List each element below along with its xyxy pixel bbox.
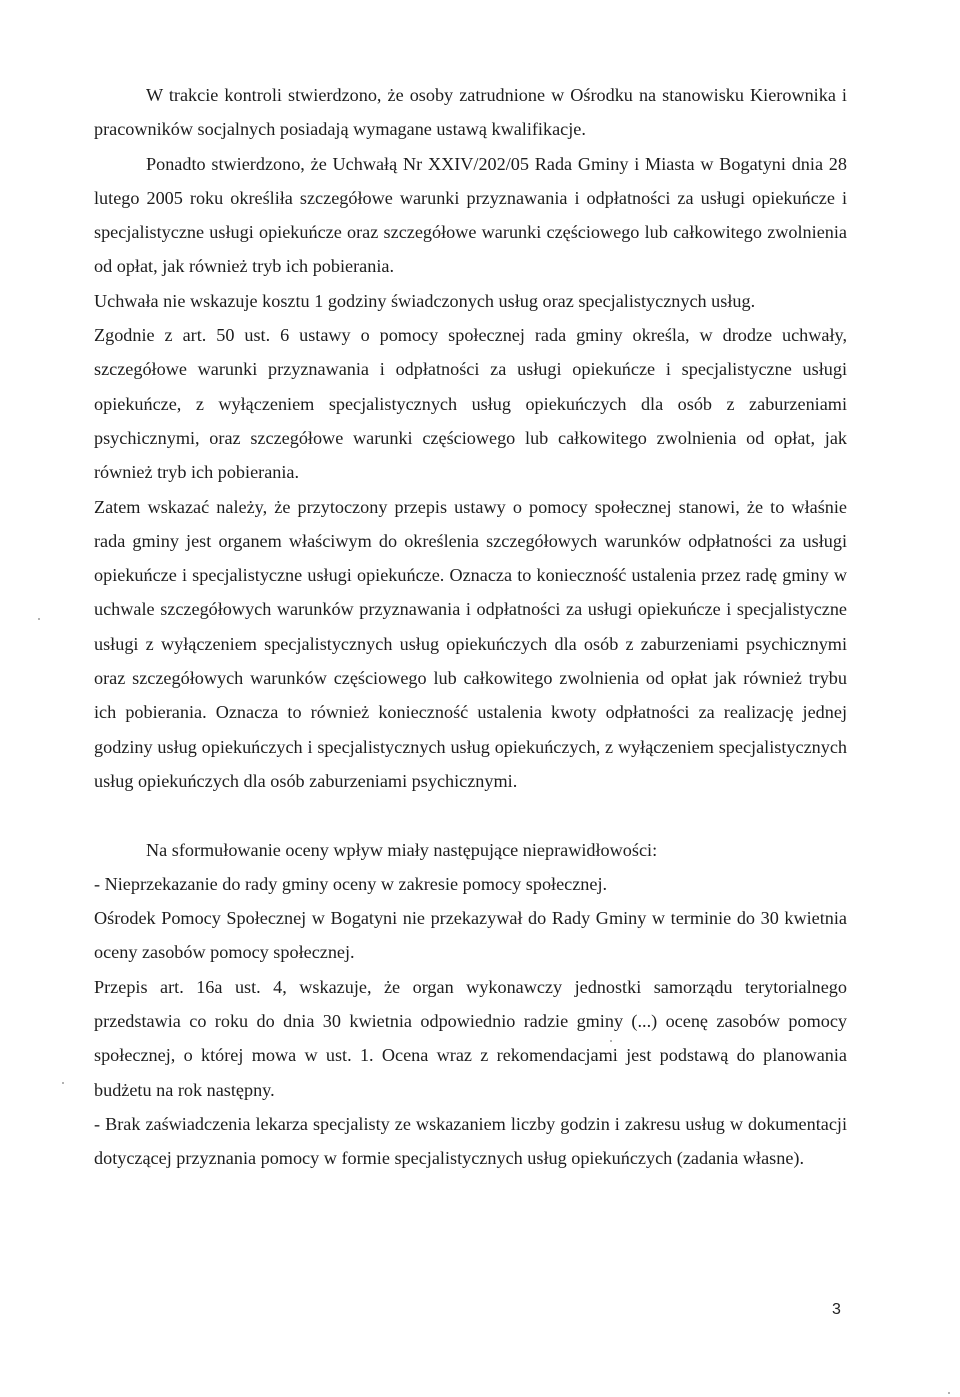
paragraph-irregularity-2: - Brak zaświadczenia lekarza specjalisty ze wskazaniem liczby godzin i zakresu usług w dokumentacji dotyczącej przyznania pomocy w formie specjalistycznych usług opiekuńczych (zadania własne). xyxy=(94,1113,847,1169)
paragraph-cost-missing: Uchwała nie wskazuje kosztu 1 godziny świadczonych usług oraz specjalistycznych usług. xyxy=(94,290,756,311)
paragraph-legal-basis: Zgodnie z art. 50 ust. 6 ustawy o pomocy społecznej rada gminy określa, w drodze uchwały, szczegółowe warunki przyznawania i odpłatności za usługi opiekuńcze i specjalistyczne usługi opiekuńcze, z wyłączeniem specjalistycznych usług opiekuńczych dla osób z zaburzeniami psychicznymi, oraz szczegółowe warunki częściowego lub całkowitego zwolnienia od opłat, jak również tryb ich pobierania. xyxy=(94,325,847,483)
scan-speck xyxy=(948,1392,950,1394)
scan-speck xyxy=(38,618,40,620)
paragraph-spacer xyxy=(94,798,847,832)
paragraph-conclusion: Zatem wskazać należy, że przytoczony przepis ustawy o pomocy społecznej stanowi, że to właśnie rada gminy jest organem właściwym do określenia szczegółowych warunków odpłatności za usługi opiekuńcze i specjalistyczne usługi opiekuńcze. Oznacza to konieczność ustalenia przez radę gminy w uchwale szczegółowych warunków przyznawania i odpłatności za usługi opiekuńcze i specjalistyczne usługi z wyłączeniem specjalistycznych usług opiekuńczych dla osób z zaburzeniami psychicznymi oraz szczegółowych warunków częściowego lub całkowitego zwolnienia od opłat jak również trybu ich pobierania. Oznacza to również konieczność ustalenia kwoty odpłatności za realizację jednej godziny usług opiekuńczych i specjalistycznych usług opiekuńczych, z wyłączeniem specjalistycznych usług opiekuńczych dla osób zaburzeniami psychicznymi. xyxy=(94,496,847,791)
paragraph-art-16a: Przepis art. 16a ust. 4, wskazuje, że organ wykonawczy jednostki samorządu terytorialnego przedstawia co roku do dnia 30 kwietnia odpowiednio radzie gminy (...) ocenę zasobów pomocy społecznej, o której mowa w ust. 1. Ocena wraz z rekomendacjami jest podstawą do planowania budżetu na rok następny. xyxy=(94,976,847,1100)
paragraph-qualifications: W trakcie kontroli stwierdzono, że osoby zatrudnione w Ośrodku na stanowisku Kierownika i pracowników socjalnych posiadają wymagane ustawą kwalifikacje. xyxy=(94,85,847,140)
paragraph-irregularity-1: - Nieprzekazanie do rady gminy oceny w zakresie pomocy społecznej. xyxy=(94,873,608,894)
scan-speck xyxy=(610,1040,612,1042)
scan-speck xyxy=(62,1082,64,1084)
paragraph-irregularities-heading: Na sformułowanie oceny wpływ miały następujące nieprawidłowości: xyxy=(146,839,658,860)
page-number: 3 xyxy=(832,1301,841,1318)
paragraph-resolution: Ponadto stwierdzono, że Uchwałą Nr XXIV/202/05 Rada Gminy i Miasta w Bogatyni dnia 28 lutego 2005 roku określiła szczegółowe warunki przyznawania i odpłatności za usługi opiekuńcze i specjalistyczne usługi opiekuńcze oraz szczegółowe warunki częściowego lub całkowitego zwolnienia od opłat, jak również tryb ich pobierania. xyxy=(94,153,847,277)
document-body xyxy=(94,78,847,1176)
paragraph-assessment-not-submitted: Ośrodek Pomocy Społecznej w Bogatyni nie przekazywał do Rady Gminy w terminie do 30 kwietnia oceny zasobów pomocy społecznej. xyxy=(94,908,847,963)
